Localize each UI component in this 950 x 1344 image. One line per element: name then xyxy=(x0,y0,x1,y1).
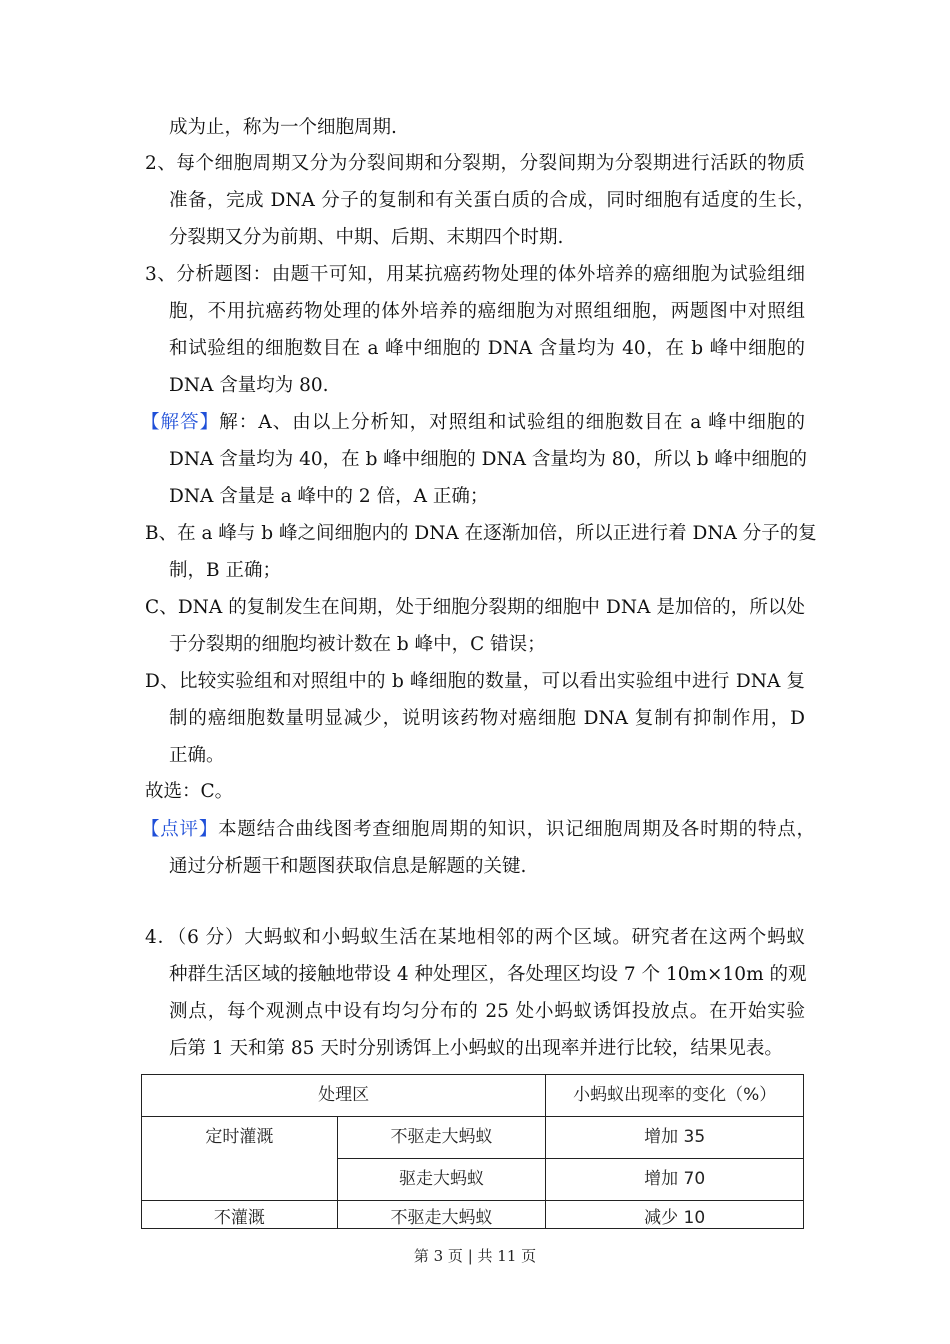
line: 准备，完成 DNA 分子的复制和有关蛋白质的合成，同时细胞有适度的生长， xyxy=(169,190,815,211)
change-cell: 减少 10 xyxy=(546,1201,804,1229)
header-cell: 小蚂蚁出现率的变化（%） xyxy=(546,1075,804,1117)
line: 制的癌细胞数量明显减少，说明该药物对癌细胞 DNA 复制有抑制作用，D xyxy=(169,708,805,729)
line: 于分裂期的细胞均被计数在 b 峰中，C 错误； xyxy=(169,634,546,655)
comment-tag: 【点评】 xyxy=(141,819,219,840)
answer-tag: 【解答】 xyxy=(141,412,220,433)
group-cell: 定时灌溉 xyxy=(142,1117,338,1201)
table-row xyxy=(142,1117,804,1159)
line: C、DNA 的复制发生在间期，处于细胞分裂期的细胞中 DNA 是加倍的，所以处 xyxy=(145,597,805,618)
line: 通过分析题干和题图获取信息是解题的关键. xyxy=(169,856,527,877)
line: 分裂期又分为前期、中期、后期、末期四个时期. xyxy=(169,227,564,248)
line: DNA 含量均为 80. xyxy=(169,375,329,396)
change-cell: 增加 70 xyxy=(546,1159,804,1201)
line: 和试验组的细胞数目在 a 峰中细胞的 DNA 含量均为 40，在 b 峰中细胞的 xyxy=(169,338,805,359)
answer-line: 【解答】解：A、由以上分析知，对照组和试验组的细胞数目在 a 峰中细胞的 xyxy=(141,412,805,433)
line: 3、分析题图：由题干可知，用某抗癌药物处理的体外培养的癌细胞为试验组细 xyxy=(145,264,805,285)
question-line: 4．（6 分）大蚂蚁和小蚂蚁生活在某地相邻的两个区域。研究者在这两个蚂蚁 xyxy=(145,927,805,948)
change-cell: 增加 35 xyxy=(546,1117,804,1159)
table-row xyxy=(142,1201,804,1229)
line: 胞，不用抗癌药物处理的体外培养的癌细胞为对照组细胞，两题图中对照组 xyxy=(169,301,805,322)
line: 制，B 正确； xyxy=(169,560,281,581)
line: 后第 1 天和第 85 天时分别诱饵上小蚂蚁的出现率并进行比较，结果见表。 xyxy=(169,1038,783,1059)
header-cell: 处理区 xyxy=(142,1075,546,1117)
line: DNA 含量均为 40，在 b 峰中细胞的 DNA 含量均为 80，所以 b 峰中细胞的 xyxy=(169,449,807,470)
line: 正确。 xyxy=(169,745,225,766)
treatment-cell: 不驱走大蚂蚁 xyxy=(337,1201,546,1229)
line: 故选：C。 xyxy=(145,781,234,802)
comment-line: 【点评】本题结合曲线图考查细胞周期的知识，识记细胞周期及各时期的特点， xyxy=(141,819,815,840)
line: 测点，每个观测点中设有均匀分布的 25 处小蚂蚁诱饵投放点。在开始实验 xyxy=(169,1001,805,1022)
results-table xyxy=(141,1074,804,1229)
line: 成为止，称为一个细胞周期. xyxy=(169,117,397,138)
table-header-row xyxy=(142,1075,804,1117)
line: DNA 含量是 a 峰中的 2 倍，A 正确； xyxy=(169,486,489,507)
line: 种群生活区域的接触地带设 4 种处理区，各处理区均设 7 个 10m×10m 的观 xyxy=(169,964,807,985)
page-footer: 第 3 页 | 共 11 页 xyxy=(413,1247,537,1265)
group-cell: 不灌溉 xyxy=(142,1201,338,1229)
line: B、在 a 峰与 b 峰之间细胞内的 DNA 在逐渐加倍，所以正进行着 DNA 分子的复 xyxy=(145,523,817,544)
line: D、比较实验组和对照组中的 b 峰细胞的数量，可以看出实验组中进行 DNA 复 xyxy=(145,671,805,692)
treatment-cell: 不驱走大蚂蚁 xyxy=(337,1117,546,1159)
line: 2、每个细胞周期又分为分裂间期和分裂期，分裂间期为分裂期进行活跃的物质 xyxy=(145,153,805,174)
treatment-cell: 驱走大蚂蚁 xyxy=(337,1159,546,1201)
